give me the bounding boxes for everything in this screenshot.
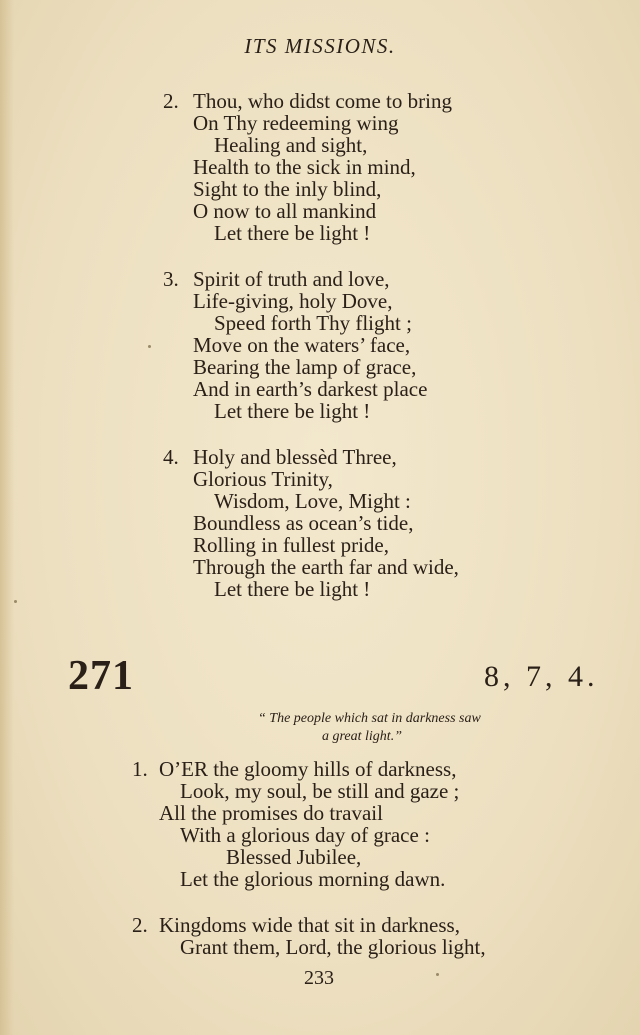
verse-line: Look, my soul, be still and gaze ; <box>180 779 460 803</box>
verse-line: Rolling in fullest pride, <box>193 533 389 557</box>
verse-line: Let there be light ! <box>214 577 371 601</box>
stanza-number: 4. <box>163 445 179 469</box>
stanza-number: 2. <box>132 913 148 937</box>
verse-line: O now to all mankind <box>193 199 377 223</box>
paper-speck <box>148 345 151 348</box>
verse-line: Speed forth Thy flight ; <box>214 311 412 335</box>
verse-line: With a glorious day of grace : <box>180 823 430 847</box>
stanza-number: 2. <box>163 89 179 113</box>
epigraph-line: “ The people which sat in darkness saw <box>258 711 481 726</box>
page-edge-shadow <box>0 0 14 1035</box>
page-number: 233 <box>304 967 334 989</box>
verse-line: Let the glorious morning dawn. <box>180 867 446 891</box>
verse-line: Through the earth far and wide, <box>193 555 459 579</box>
paper-speck <box>436 973 439 976</box>
verse-line: And in earth’s darkest place <box>193 377 428 401</box>
stanza-number: 3. <box>163 267 179 291</box>
verse-line: Holy and blessèd Three, <box>193 445 397 469</box>
stanza-number: 1. <box>132 757 148 781</box>
verse-line: Sight to the inly blind, <box>193 177 382 201</box>
verse-line: On Thy redeeming wing <box>193 111 399 135</box>
verse-line: Healing and sight, <box>214 133 368 157</box>
verse-line: Move on the waters’ face, <box>193 333 411 357</box>
verse-line: Thou, who didst come to bring <box>193 89 452 113</box>
verse-line: Let there be light ! <box>214 221 371 245</box>
verse-line: Kingdoms wide that sit in darkness, <box>159 913 460 937</box>
hymn-meter: 8, 7, 4. <box>484 660 599 693</box>
verse-line: Life-giving, holy Dove, <box>193 289 393 313</box>
verse-line: Boundless as ocean’s tide, <box>193 511 414 535</box>
paper-speck <box>14 600 17 603</box>
verse-line: Health to the sick in mind, <box>193 155 416 179</box>
verse-line: Bearing the lamp of grace, <box>193 355 417 379</box>
verse-line: Spirit of truth and love, <box>193 267 390 291</box>
verse-line: All the promises do travail <box>159 801 383 825</box>
verse-line: Grant them, Lord, the glorious light, <box>180 935 486 959</box>
epigraph-line: a great light.” <box>322 729 402 744</box>
verse-line: Wisdom, Love, Might : <box>214 489 411 513</box>
verse-line: Let there be light ! <box>214 399 371 423</box>
verse-line: Glorious Trinity, <box>193 467 333 491</box>
verse-line: Blessed Jubilee, <box>226 845 362 869</box>
hymn-number: 271 <box>68 653 134 699</box>
running-header: ITS MISSIONS. <box>244 34 396 58</box>
verse-line: O’ER the gloomy hills of darkness, <box>159 757 457 781</box>
